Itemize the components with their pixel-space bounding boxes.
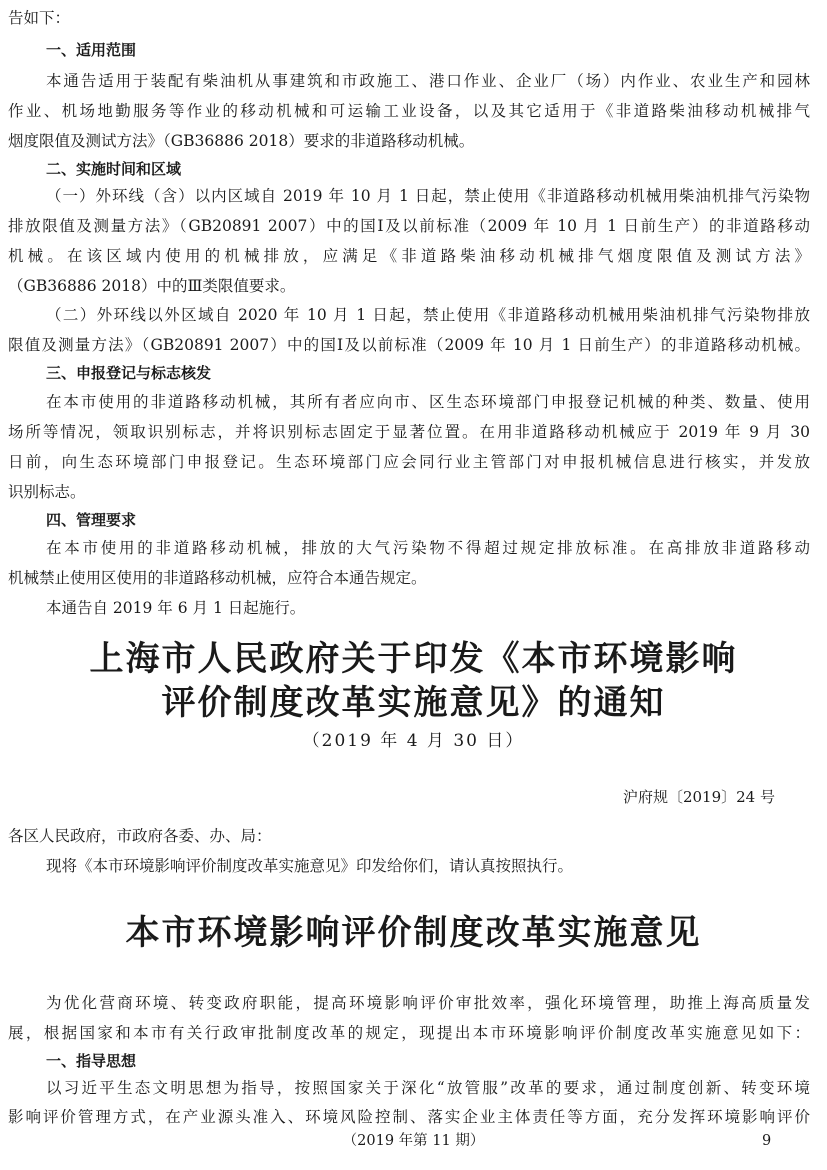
body-line: 限值及测量方法》（GB20891 2007）中的国Ⅰ及以前标准（2009 年 10 月 1 日前生产）的非道路移动机械。	[8, 336, 810, 354]
body-line: 机械禁止使用区使用的非道路移动机械，应符合本通告规定。	[8, 569, 427, 587]
body-line: 识别标志。	[8, 483, 86, 501]
body-line: 影响评价管理方式，在产业源头准入、环境风险控制、落实企业主体责任等方面，充分发挥环境影响评价	[8, 1108, 810, 1126]
body-line: 排放限值及测量方法》（GB20891 2007）中的国Ⅰ及以前标准（2009 年 10 月 1 日前生产）的非道路移动	[8, 217, 810, 235]
opinion-title: 本市环境影响评价制度改革实施意见	[125, 913, 702, 953]
notice-title-line-1: 上海市人民政府关于印发《本市环境影响	[89, 639, 738, 679]
body-line: 在本市使用的非道路移动机械，排放的大气污染物不得超过规定排放标准。在高排放非道路移动	[46, 539, 810, 557]
body-line: 烟度限值及测试方法》（GB36886 2018）要求的非道路移动机械。	[8, 132, 475, 150]
issue-footer: （2019 年第 11 期）	[342, 1133, 485, 1149]
notice-date: （2019 年 4 月 30 日）	[302, 731, 525, 751]
body-line: 展，根据国家和本市有关行政审批制度改革的规定，现提出本市环境影响评价制度改革实施意见如下：	[8, 1024, 810, 1042]
effective-date-line: 本通告自 2019 年 6 月 1 日起施行。	[46, 599, 306, 617]
body-line: （一）外环线（含）以内区域自 2019 年 10 月 1 日起，禁止使用《非道路移动机械用柴油机排气污染物	[46, 187, 810, 205]
body-line: 本通告适用于装配有柴油机从事建筑和市政施工、港口作业、企业厂（场）内作业、农业生产和园林	[46, 72, 810, 90]
body-line: （二）外环线以外区域自 2020 年 10 月 1 日起，禁止使用《非道路移动机械用柴油机排气污染物排放	[46, 306, 810, 324]
heading-guiding-ideology: 一、指导思想	[46, 1052, 137, 1070]
heading-management: 四、管理要求	[46, 511, 137, 529]
body-line: 场所等情况，领取识别标志，并将识别标志固定于显著位置。在用非道路移动机械应于 2019 年 9 月 30	[8, 423, 810, 441]
document-number: 沪府规〔2019〕24 号	[622, 788, 775, 806]
body-line: 作业、机场地勤服务等作业的移动机械和可运输工业设备，以及其它适用于《非道路柴油移动机械排气	[8, 102, 810, 120]
intro-tail: 告如下：	[8, 9, 71, 27]
heading-scope: 一、适用范围	[46, 41, 137, 59]
body-line: 以习近平生态文明思想为指导，按照国家关于深化“放管服”改革的要求，通过制度创新、转变环境	[46, 1079, 810, 1097]
addressee: 各区人民政府，市政府各委、办、局：	[8, 827, 272, 845]
body-line: （GB36886 2018）中的Ⅲ类限值要求。	[8, 277, 296, 295]
body-line: 在本市使用的非道路移动机械，其所有者应向市、区生态环境部门申报登记机械的种类、数量、使用	[46, 393, 810, 411]
page-number: 9	[762, 1133, 772, 1149]
body-line: 日前，向生态环境部门申报登记。生态环境部门应会同行业主管部门对申报机械信息进行核实，并发放	[8, 453, 810, 471]
notice-body: 现将《本市环境影响评价制度改革实施意见》印发给你们，请认真按照执行。	[46, 857, 574, 875]
heading-registration: 三、申报登记与标志核发	[46, 364, 212, 382]
heading-timing: 二、实施时间和区域	[46, 160, 182, 178]
body-line: 为优化营商环境、转变政府职能，提高环境影响评价审批效率，强化环境管理，助推上海高质量发	[46, 994, 810, 1012]
notice-title-line-2: 评价制度改革实施意见》的通知	[161, 683, 666, 723]
body-line: 机械。在该区域内使用的机械排放，应满足《非道路柴油移动机械排气烟度限值及测试方法》	[8, 247, 810, 265]
